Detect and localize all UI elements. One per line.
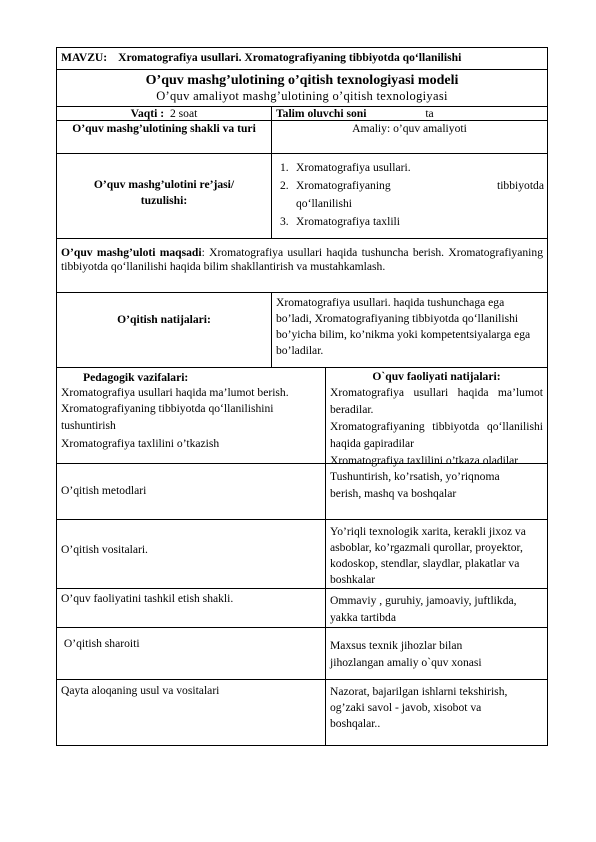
plan-row (56, 153, 548, 238)
form-value: Amaliy: o’quv amaliyoti (271, 121, 547, 153)
plan-item-text: Xromatografiya usullari. (296, 161, 411, 174)
tools-row (56, 519, 548, 588)
learning-result: Xromatografiya taxlilini o’tkaza oladilar (330, 454, 519, 467)
plan-item (280, 159, 544, 177)
topic-text: Xromatografiya usullari. Xromatografiyaning tibbiyotda qo‘llanilishi (118, 51, 462, 64)
row-label: Qayta aloqaning usul va vositalari (61, 684, 220, 697)
plan-item-num: 2. (280, 179, 289, 192)
model-subtitle: O’quv amaliyot mashg’ulotining o’qitish texnologiyasi (156, 89, 448, 103)
row-value: Maxsus texnik jihozlar bilan jihozlangan amaliy o`quv xonasi (325, 628, 547, 679)
row-value: Tushuntirish, ko’rsatish, yo’riqnoma berish, mashq va boshqalar (325, 464, 547, 519)
plan-item-text: qo‘llanilishi (296, 197, 353, 210)
row-value: Nazorat, bajarilgan ishlarni tekshirish, og’zaki savol - javob, xisobot va boshqalar.. (325, 680, 547, 745)
plan-item-text: Xromatografiya taxlili (296, 215, 400, 228)
row-label: O’quv faoliyatini tashkil etish shakli. (61, 592, 234, 605)
conditions-row (56, 627, 548, 679)
time-value: 2 soat (169, 107, 198, 120)
plan-item-num: 3. (280, 215, 289, 228)
row-label: O’qitish vositalari. (61, 543, 148, 556)
pedagogical-task: Xromatografiya taxlilini o’tkazish (61, 437, 220, 450)
goal-label: O’quv mashg’uloti maqsadi (61, 246, 202, 259)
row-label: O’qitish sharoiti (61, 637, 140, 650)
topic-label: MAVZU: (61, 51, 108, 64)
plan-item-num: 1. (280, 161, 289, 174)
organization-row (56, 588, 548, 627)
model-title-row (56, 69, 548, 106)
goal-row (56, 238, 548, 292)
students-cell (271, 107, 547, 120)
learning-result: Xromatografiyaning tibbiyotda qo‘llanilishi haqida gapiradilar (330, 420, 543, 450)
students-label: Talim oluvchi soni (276, 107, 367, 120)
time-label: Vaqti : (130, 107, 165, 120)
outcomes-row (56, 292, 548, 367)
pedagogical-tasks-title: Pedagogik vazifalari: (83, 371, 189, 384)
plan-item-text: tibbiyotda (496, 179, 544, 192)
goal-text: : Xromatografiya usullari haqida tushuncha berish. Xromatografiyaning tibbiyotda qo‘llanilishi haqida bilim shakllantirish va mustahkamlash. (61, 246, 543, 273)
learning-result: Xromatografiya usullari haqida ma’lumot beradilar. (330, 386, 543, 416)
time-cell (57, 107, 271, 120)
row-value: Ommaviy , guruhiy, jamoaviy, juftlikda, yakka tartibda (325, 589, 547, 627)
pedagogical-tasks (57, 368, 325, 463)
feedback-row (56, 679, 548, 746)
pedagogical-task: Xromatografiya usullari haqida ma’lumot berish. (61, 386, 289, 399)
plan-item (280, 213, 544, 231)
model-title: O’quv mashg’ulotining o’qitish texnologiyasi modeli (145, 73, 459, 88)
plan-item-text: Xromatografiyaning (296, 179, 391, 192)
learning-results (325, 368, 547, 467)
topic-row (56, 47, 548, 69)
tasks-row (56, 367, 548, 467)
plan-item (280, 177, 544, 213)
methods-row (56, 463, 548, 519)
form-row (56, 120, 548, 153)
outcomes-text: Xromatografiya usullari. haqida tushunchaga ega bo’ladi, Xromatografiyaning tibbiyotda qo‘llanilishi bo’yicha bilim, ko’nikma yoki kompetentsiyalarga ega bo’ladilar. (271, 293, 547, 367)
time-row (56, 106, 548, 120)
row-label: O’qitish metodlari (61, 484, 147, 497)
learning-results-title: O`quv faoliyati natijalari: (372, 370, 501, 383)
pedagogical-task: Xromatografiyaning tibbiyotda qo‘llanilishini tushuntirish (61, 402, 274, 432)
plan-label: O’quv mashg’ulotini re’jasi/ tuzulishi: (93, 178, 235, 207)
plan-list (271, 154, 547, 238)
lesson-plan-table (56, 47, 548, 746)
form-label: O’quv mashg’ulotining shakli va turi (72, 122, 256, 135)
row-value: Yo’riqli texnologik xarita, kerakli jixoz va asboblar, ko’rgazmali qurollar, proyektor, kodoskop, stendlar, slaydlar, plakatlar va boshkalar (325, 520, 547, 588)
outcomes-label: O’qitish natijalari: (117, 313, 211, 326)
students-value: ta (425, 107, 434, 120)
